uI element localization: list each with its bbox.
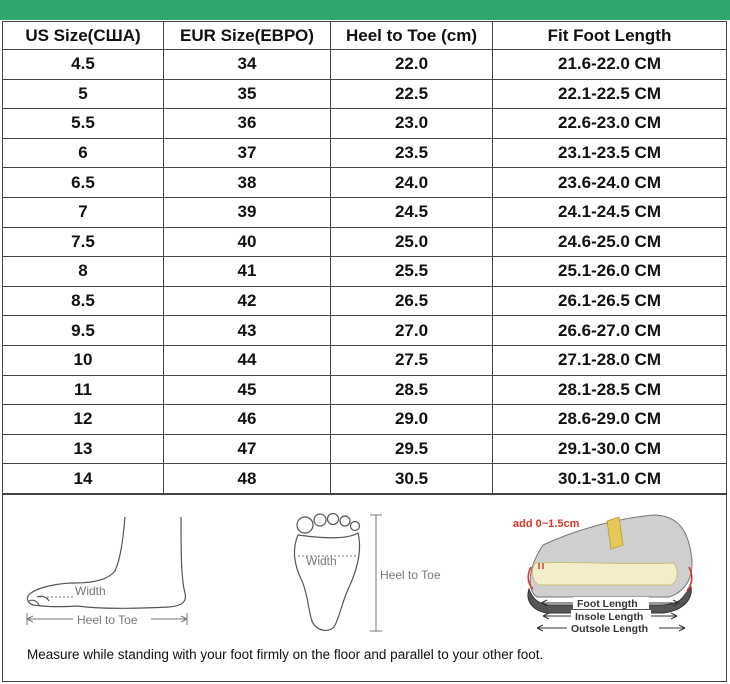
heel-to-toe-cell: 27.5	[331, 345, 493, 375]
eur-size-cell: 39	[164, 197, 331, 227]
fit-foot-length-cell: 27.1-28.0 CM	[493, 345, 727, 375]
shoe-insole-length-label: Insole Length	[575, 611, 644, 623]
eur-size-cell: 42	[164, 286, 331, 316]
table-row	[3, 79, 727, 109]
table-row	[3, 138, 727, 168]
heel-to-toe-cell: 28.5	[331, 375, 493, 405]
fit-foot-length-cell: 26.6-27.0 CM	[493, 316, 727, 346]
heel-to-toe-cell: 22.0	[331, 50, 493, 80]
us-size-cell: 9.5	[3, 316, 164, 346]
fit-foot-length-cell: 23.6-24.0 CM	[493, 168, 727, 198]
foot-sole-diagram	[288, 509, 463, 641]
heel-to-toe-cell: 24.0	[331, 168, 493, 198]
eur-size-cell: 48	[164, 464, 331, 494]
foot-side-outline	[27, 517, 185, 608]
heel-to-toe-cell: 23.0	[331, 109, 493, 139]
fit-foot-length-cell: 26.1-26.5 CM	[493, 286, 727, 316]
fit-foot-length-cell: 28.1-28.5 CM	[493, 375, 727, 405]
us-size-cell: 6	[3, 138, 164, 168]
fit-foot-length-cell: 22.6-23.0 CM	[493, 109, 727, 139]
us-size-cell: 8	[3, 257, 164, 287]
eur-size-cell: 47	[164, 434, 331, 464]
table-body	[3, 50, 727, 494]
table-row	[3, 375, 727, 405]
table-row	[3, 197, 727, 227]
header-us-size: US Size(США)	[3, 22, 164, 50]
table-header-row	[3, 22, 727, 50]
side-width-label: Width	[75, 584, 106, 598]
table-row	[3, 345, 727, 375]
heel-to-toe-cell: 30.5	[331, 464, 493, 494]
eur-size-cell: 35	[164, 79, 331, 109]
shoe-foot-length-label: Foot Length	[577, 598, 638, 610]
fit-foot-length-cell: 24.6-25.0 CM	[493, 227, 727, 257]
table-row	[3, 168, 727, 198]
table-row	[3, 257, 727, 287]
table-row	[3, 405, 727, 435]
fit-foot-length-cell: 21.6-22.0 CM	[493, 50, 727, 80]
shoe-add-label: add 0~1.5cm	[513, 518, 580, 530]
foot-side-diagram	[19, 509, 199, 641]
measurement-guide-panel	[2, 494, 727, 682]
eur-size-cell: 41	[164, 257, 331, 287]
table-row	[3, 227, 727, 257]
header-bar	[0, 0, 730, 20]
header-eur-size: EUR Size(ЕВРО)	[164, 22, 331, 50]
heel-to-toe-cell: 27.0	[331, 316, 493, 346]
heel-to-toe-cell: 23.5	[331, 138, 493, 168]
header-fit-foot-length: Fit Foot Length	[493, 22, 727, 50]
eur-size-cell: 36	[164, 109, 331, 139]
heel-to-toe-cell: 24.5	[331, 197, 493, 227]
us-size-cell: 7.5	[3, 227, 164, 257]
foot-sole-outline	[295, 533, 360, 630]
size-chart-table	[2, 21, 727, 494]
eur-size-cell: 34	[164, 50, 331, 80]
sole-width-label: Width	[306, 554, 337, 568]
heel-to-toe-cell: 22.5	[331, 79, 493, 109]
fit-foot-length-cell: 28.6-29.0 CM	[493, 405, 727, 435]
us-size-cell: 10	[3, 345, 164, 375]
us-size-cell: 11	[3, 375, 164, 405]
eur-size-cell: 40	[164, 227, 331, 257]
fit-foot-length-cell: 24.1-24.5 CM	[493, 197, 727, 227]
eur-size-cell: 43	[164, 316, 331, 346]
side-heel-to-toe-label: Heel to Toe	[77, 613, 138, 627]
fit-foot-length-cell: 30.1-31.0 CM	[493, 464, 727, 494]
heel-to-toe-cell: 25.5	[331, 257, 493, 287]
shoe-insole	[532, 562, 677, 585]
us-size-cell: 12	[3, 405, 164, 435]
eur-size-cell: 37	[164, 138, 331, 168]
us-size-cell: 7	[3, 197, 164, 227]
us-size-cell: 6.5	[3, 168, 164, 198]
eur-size-cell: 38	[164, 168, 331, 198]
heel-to-toe-cell: 25.0	[331, 227, 493, 257]
us-size-cell: 5.5	[3, 109, 164, 139]
fit-foot-length-cell: 22.1-22.5 CM	[493, 79, 727, 109]
table-row	[3, 50, 727, 80]
sole-heel-to-toe-label: Heel to Toe	[380, 568, 441, 582]
fit-foot-length-cell: 23.1-23.5 CM	[493, 138, 727, 168]
fit-foot-length-cell: 29.1-30.0 CM	[493, 434, 727, 464]
us-size-cell: 5	[3, 79, 164, 109]
shoe-outsole-length-label: Outsole Length	[571, 623, 648, 635]
table-row	[3, 434, 727, 464]
heel-to-toe-cell: 26.5	[331, 286, 493, 316]
table-row	[3, 316, 727, 346]
measurement-instructions: Measure while standing with your foot firmly on the floor and parallel to your other foot.	[27, 647, 544, 662]
table-row	[3, 464, 727, 494]
shoe-cross-section-diagram	[503, 505, 703, 645]
us-size-cell: 14	[3, 464, 164, 494]
eur-size-cell: 46	[164, 405, 331, 435]
us-size-cell: 13	[3, 434, 164, 464]
eur-size-cell: 45	[164, 375, 331, 405]
heel-to-toe-cell: 29.5	[331, 434, 493, 464]
fit-foot-length-cell: 25.1-26.0 CM	[493, 257, 727, 287]
table-row	[3, 286, 727, 316]
heel-to-toe-cell: 29.0	[331, 405, 493, 435]
eur-size-cell: 44	[164, 345, 331, 375]
header-heel-to-toe: Heel to Toe (cm)	[331, 22, 493, 50]
us-size-cell: 8.5	[3, 286, 164, 316]
us-size-cell: 4.5	[3, 50, 164, 80]
table-row	[3, 109, 727, 139]
